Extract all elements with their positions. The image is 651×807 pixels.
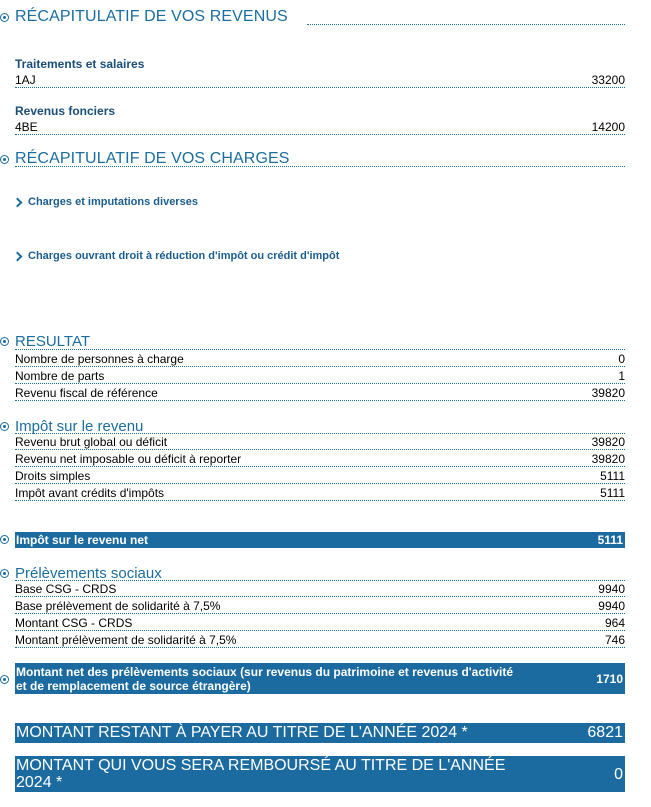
charges-reduction-link[interactable] xyxy=(15,250,339,262)
impot-title: Impôt sur le revenu xyxy=(15,418,144,435)
row-value: 39820 xyxy=(591,452,625,466)
prelevements-section-title xyxy=(0,562,162,582)
revenus-title: RÉCAPITULATIF DE VOS REVENUS xyxy=(15,8,288,25)
row-value: 964 xyxy=(604,616,625,630)
section-bullet-icon xyxy=(0,569,9,578)
row-value: 5111 xyxy=(600,486,625,500)
prelevements-net-bar xyxy=(15,663,625,694)
section-bullet-icon xyxy=(0,675,9,684)
row-label: Montant prélèvement de solidarité à 7,5% xyxy=(15,633,237,647)
charges-link-label: Charges ouvrant droit à réduction d'impôt ou crédit d'impôt xyxy=(28,250,340,262)
impot-row xyxy=(15,484,625,501)
prelevements-row xyxy=(15,631,625,648)
charges-section-title xyxy=(0,148,290,168)
resultat-title: RESULTAT xyxy=(15,333,91,350)
charges-link-label: Charges et imputations diverses xyxy=(28,196,198,208)
row-value: 0 xyxy=(618,352,625,366)
resultat-section-title xyxy=(0,330,90,350)
impot-net-label: Impôt sur le revenu net xyxy=(16,533,149,547)
row-label: Droits simples xyxy=(15,469,91,483)
prelevements-row xyxy=(15,580,625,597)
montant-rembourse-bar xyxy=(15,756,625,792)
montant-a-payer-value: 6821 xyxy=(587,724,623,741)
impot-net-value: 5111 xyxy=(597,533,623,547)
revenus-value: 33200 xyxy=(591,73,625,87)
prelevements-row xyxy=(15,614,625,631)
row-value: 1 xyxy=(618,369,625,383)
revenus-row xyxy=(15,118,625,135)
row-value: 9940 xyxy=(598,599,625,613)
section-bullet-icon xyxy=(0,422,9,431)
revenus-section-title xyxy=(0,6,288,26)
montant-rembourse-label: MONTANT QUI VOUS SERA REMBOURSÉ AU TITRE DE L'ANNÉE 2024 * xyxy=(16,757,506,791)
revenus-group-label: Traitements et salaires xyxy=(15,57,145,71)
section-bullet-icon xyxy=(0,535,9,544)
row-label: Base CSG - CRDS xyxy=(15,582,117,596)
resultat-row xyxy=(15,384,625,401)
row-label: Nombre de parts xyxy=(15,369,105,383)
row-label: Nombre de personnes à charge xyxy=(15,352,184,366)
charges-diverses-link[interactable] xyxy=(15,196,198,208)
prelevements-title: Prélèvements sociaux xyxy=(15,565,162,582)
row-value: 39820 xyxy=(591,386,625,400)
row-value: 5111 xyxy=(600,469,625,483)
impot-section-title xyxy=(0,415,143,435)
montant-rembourse-value: 0 xyxy=(614,765,623,783)
chevron-right-icon xyxy=(13,197,23,207)
revenus-row xyxy=(15,71,625,88)
row-label: Revenu net imposable ou déficit à reporter xyxy=(15,452,242,466)
chevron-right-icon xyxy=(13,251,23,261)
row-label: Revenu fiscal de référence xyxy=(15,386,158,400)
title-dotted-rule xyxy=(15,166,625,167)
impot-row xyxy=(15,450,625,467)
row-value: 746 xyxy=(604,633,625,647)
revenus-code: 1AJ xyxy=(15,73,36,87)
prelevements-row xyxy=(15,597,625,614)
section-bullet-icon xyxy=(0,13,9,22)
resultat-row xyxy=(15,350,625,367)
revenus-value: 14200 xyxy=(591,120,625,134)
row-label: Base prélèvement de solidarité à 7,5% xyxy=(15,599,221,613)
impot-row xyxy=(15,433,625,450)
charges-title: RÉCAPITULATIF DE VOS CHARGES xyxy=(15,150,290,167)
resultat-row xyxy=(15,367,625,384)
row-label: Revenu brut global ou déficit xyxy=(15,435,168,449)
montant-a-payer-bar xyxy=(15,723,625,743)
prelevements-net-label: Montant net des prélèvements sociaux (sur revenus du patrimoine et revenus d'activité et de remplacement de source étrangère) xyxy=(16,664,513,693)
montant-a-payer-label: MONTANT RESTANT À PAYER AU TITRE DE L'ANNÉE 2024 * xyxy=(16,724,468,741)
title-dotted-rule xyxy=(307,24,625,25)
row-value: 9940 xyxy=(598,582,625,596)
row-label: Impôt avant crédits d'impôts xyxy=(15,486,165,500)
row-label: Montant CSG - CRDS xyxy=(15,616,133,630)
impot-net-bar xyxy=(15,532,625,548)
section-bullet-icon xyxy=(0,155,9,164)
revenus-code: 4BE xyxy=(15,120,38,134)
revenus-group-label: Revenus fonciers xyxy=(15,104,116,118)
impot-row xyxy=(15,467,625,484)
prelevements-net-value: 1710 xyxy=(596,671,623,686)
section-bullet-icon xyxy=(0,337,9,346)
row-value: 39820 xyxy=(591,435,625,449)
